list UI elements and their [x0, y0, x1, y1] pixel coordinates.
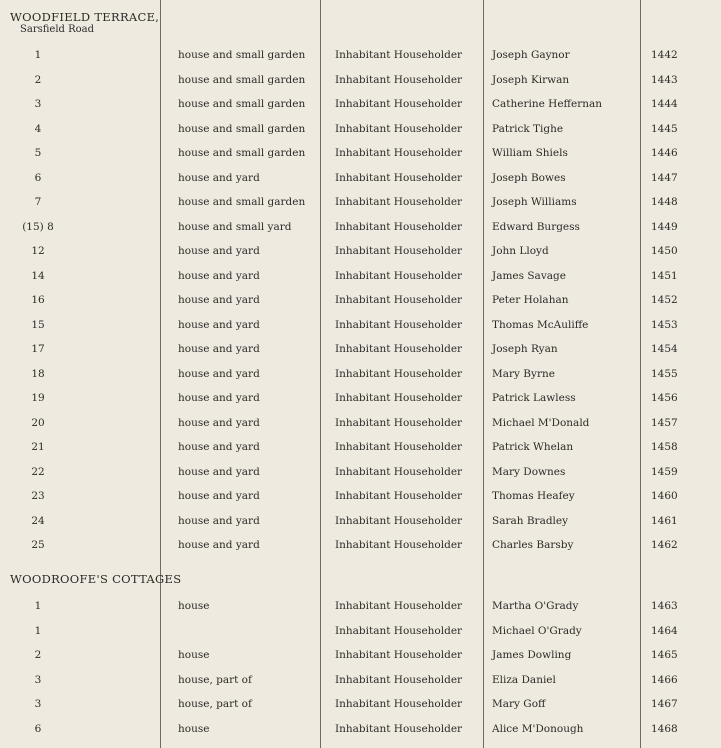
register-number: 1463	[651, 600, 678, 612]
premises-description: house	[178, 649, 210, 661]
house-number: 21	[31, 441, 45, 453]
occupancy-status: Inhabitant Householder	[335, 392, 463, 404]
occupancy-status: Inhabitant Householder	[335, 416, 463, 429]
occupancy-status: Inhabitant Householder	[335, 171, 463, 184]
occupant-name: Patrick Lawless	[492, 392, 576, 404]
table-row	[0, 294, 721, 312]
table-row	[0, 539, 721, 557]
occupant-name: Patrick Whelan	[492, 441, 574, 453]
house-number: 12	[31, 245, 45, 257]
premises-description: house and small garden	[178, 147, 306, 159]
occupant-name: Charles Barsby	[492, 539, 574, 551]
premises-description: house and yard	[178, 490, 260, 502]
occupant-name: Joseph Ryan	[492, 343, 558, 355]
premises-description: house, part of	[178, 673, 252, 686]
house-number: 25	[31, 539, 45, 551]
house-number: 22	[31, 465, 45, 478]
table-row	[0, 74, 721, 92]
table-row	[0, 392, 721, 410]
table-row	[0, 245, 721, 263]
table-row	[0, 490, 721, 508]
table-row	[0, 172, 721, 190]
house-number: (15) 8	[22, 220, 54, 233]
occupancy-status: Inhabitant Householder	[335, 220, 463, 233]
house-number: 1	[34, 49, 42, 61]
occupancy-status: Inhabitant Householder	[335, 698, 463, 710]
occupant-name: Joseph Bowes	[492, 171, 566, 184]
register-number: 1461	[651, 514, 678, 527]
table-row	[0, 600, 721, 618]
section-subheading: Sarsfield Road	[20, 24, 95, 35]
house-number: 3	[34, 673, 42, 686]
occupancy-status: Inhabitant Householder	[335, 147, 463, 159]
occupant-name: Catherine Heffernan	[492, 98, 603, 110]
house-number: 1	[34, 600, 42, 612]
register-number: 1449	[651, 220, 678, 233]
register-number: 1447	[651, 171, 678, 184]
occupancy-status: Inhabitant Householder	[335, 722, 463, 735]
house-number: 20	[31, 416, 45, 429]
occupancy-status: Inhabitant Householder	[335, 600, 463, 612]
register-number: 1454	[651, 343, 678, 355]
occupant-name: Mary Goff	[492, 698, 546, 710]
house-number: 15	[31, 318, 45, 331]
occupant-name: Peter Holahan	[492, 294, 569, 306]
occupancy-status: Inhabitant Householder	[335, 624, 463, 637]
register-number: 1448	[651, 196, 678, 208]
occupant-name: Thomas McAuliffe	[492, 318, 589, 331]
register-number: 1457	[651, 416, 678, 429]
occupant-name: Thomas Heafey	[492, 490, 575, 502]
register-number: 1452	[651, 294, 678, 306]
occupancy-status: Inhabitant Householder	[335, 122, 463, 135]
register-number: 1446	[651, 147, 678, 159]
premises-description: house and yard	[178, 416, 260, 429]
house-number: 24	[31, 514, 45, 527]
premises-description: house and yard	[178, 269, 260, 282]
premises-description: house and yard	[178, 441, 260, 453]
premises-description: house and yard	[178, 465, 260, 478]
table-row	[0, 466, 721, 484]
house-number: 4	[34, 122, 42, 135]
house-number: 6	[34, 171, 42, 184]
occupancy-status: Inhabitant Householder	[335, 73, 463, 86]
occupant-name: Mary Byrne	[492, 367, 555, 380]
register-number: 1467	[651, 698, 678, 710]
occupant-name: Michael M'Donald	[492, 416, 590, 429]
occupant-name: Joseph Williams	[492, 196, 577, 208]
premises-description: house and small garden	[178, 196, 306, 208]
occupant-name: Alice M'Donough	[492, 722, 584, 735]
table-row	[0, 270, 721, 288]
table-row	[0, 147, 721, 165]
house-number: 2	[34, 73, 42, 86]
table-row	[0, 649, 721, 667]
register-number: 1453	[651, 318, 678, 331]
occupant-name: James Savage	[492, 269, 566, 282]
table-row	[0, 674, 721, 692]
house-number: 5	[34, 147, 42, 159]
occupant-name: William Shiels	[492, 147, 568, 159]
occupancy-status: Inhabitant Householder	[335, 367, 463, 380]
register-number: 1462	[651, 539, 678, 551]
premises-description: house and small yard	[178, 220, 292, 233]
table-row	[0, 343, 721, 361]
table-row	[0, 625, 721, 643]
premises-description: house and yard	[178, 539, 260, 551]
table-row	[0, 221, 721, 239]
house-number: 17	[31, 343, 45, 355]
occupant-name: Martha O'Grady	[492, 600, 579, 612]
premises-description: house and yard	[178, 367, 260, 380]
house-number: 7	[34, 196, 42, 208]
house-number: 6	[34, 722, 42, 735]
premises-description: house and yard	[178, 343, 260, 355]
occupancy-status: Inhabitant Householder	[335, 673, 463, 686]
occupant-name: John Lloyd	[492, 245, 549, 257]
table-row	[0, 368, 721, 386]
occupancy-status: Inhabitant Householder	[335, 490, 463, 502]
house-number: 2	[34, 649, 42, 661]
occupancy-status: Inhabitant Householder	[335, 441, 463, 453]
section-heading: WOODFIELD TERRACE,	[10, 10, 160, 24]
occupancy-status: Inhabitant Householder	[335, 514, 463, 527]
occupancy-status: Inhabitant Householder	[335, 245, 463, 257]
premises-description: house and yard	[178, 514, 260, 527]
register-number: 1442	[651, 49, 678, 61]
occupancy-status: Inhabitant Householder	[335, 196, 463, 208]
occupancy-status: Inhabitant Householder	[335, 294, 463, 306]
table-row	[0, 98, 721, 116]
occupant-name: Joseph Gaynor	[492, 49, 570, 61]
table-row	[0, 49, 721, 67]
table-row	[0, 441, 721, 459]
house-number: 3	[34, 98, 42, 110]
occupancy-status: Inhabitant Householder	[335, 318, 463, 331]
house-number: 23	[31, 490, 45, 502]
register-number: 1445	[651, 122, 678, 135]
premises-description: house and yard	[178, 392, 260, 404]
register-number: 1456	[651, 392, 678, 404]
occupancy-status: Inhabitant Householder	[335, 465, 463, 478]
premises-description: house and small garden	[178, 73, 306, 86]
table-row	[0, 196, 721, 214]
section-heading: WOODROOFE'S COTTAGES	[10, 572, 182, 586]
register-number: 1460	[651, 490, 678, 502]
register-number: 1465	[651, 649, 678, 661]
premises-description: house and yard	[178, 245, 260, 257]
house-number: 16	[31, 294, 45, 306]
register-number: 1464	[651, 624, 678, 637]
premises-description: house and small garden	[178, 49, 306, 61]
premises-description: house and small garden	[178, 122, 306, 135]
register-number: 1458	[651, 441, 678, 453]
house-number: 19	[31, 392, 45, 404]
register-number: 1455	[651, 367, 678, 380]
register-number: 1444	[651, 98, 678, 110]
premises-description: house and small garden	[178, 98, 306, 110]
register-number: 1466	[651, 673, 678, 686]
premises-description: house, part of	[178, 698, 252, 710]
occupant-name: Eliza Daniel	[492, 673, 556, 686]
occupancy-status: Inhabitant Householder	[335, 49, 463, 61]
house-number: 14	[31, 269, 45, 282]
occupancy-status: Inhabitant Householder	[335, 539, 463, 551]
occupancy-status: Inhabitant Householder	[335, 343, 463, 355]
register-number: 1459	[651, 465, 678, 478]
table-row	[0, 515, 721, 533]
register-number: 1450	[651, 245, 678, 257]
premises-description: house and yard	[178, 318, 260, 331]
occupant-name: Patrick Tighe	[492, 122, 564, 135]
occupant-name: Joseph Kirwan	[492, 73, 570, 86]
occupancy-status: Inhabitant Householder	[335, 269, 463, 282]
house-number: 3	[34, 698, 42, 710]
premises-description: house	[178, 722, 210, 735]
register-number: 1468	[651, 722, 678, 735]
premises-description: house and yard	[178, 294, 260, 306]
register-number: 1443	[651, 73, 678, 86]
occupancy-status: Inhabitant Householder	[335, 649, 463, 661]
premises-description: house	[178, 600, 210, 612]
house-number: 1	[34, 624, 42, 637]
table-row	[0, 417, 721, 435]
register-number: 1451	[651, 269, 678, 282]
occupancy-status: Inhabitant Householder	[335, 98, 463, 110]
table-row	[0, 319, 721, 337]
house-number: 18	[31, 367, 45, 380]
occupant-name: Sarah Bradley	[492, 514, 569, 527]
table-row	[0, 723, 721, 741]
table-row	[0, 698, 721, 716]
premises-description: house and yard	[178, 171, 260, 184]
table-row	[0, 123, 721, 141]
occupant-name: Michael O'Grady	[492, 624, 582, 637]
occupant-name: Mary Downes	[492, 465, 566, 478]
occupant-name: James Dowling	[492, 649, 572, 661]
occupant-name: Edward Burgess	[492, 220, 580, 233]
